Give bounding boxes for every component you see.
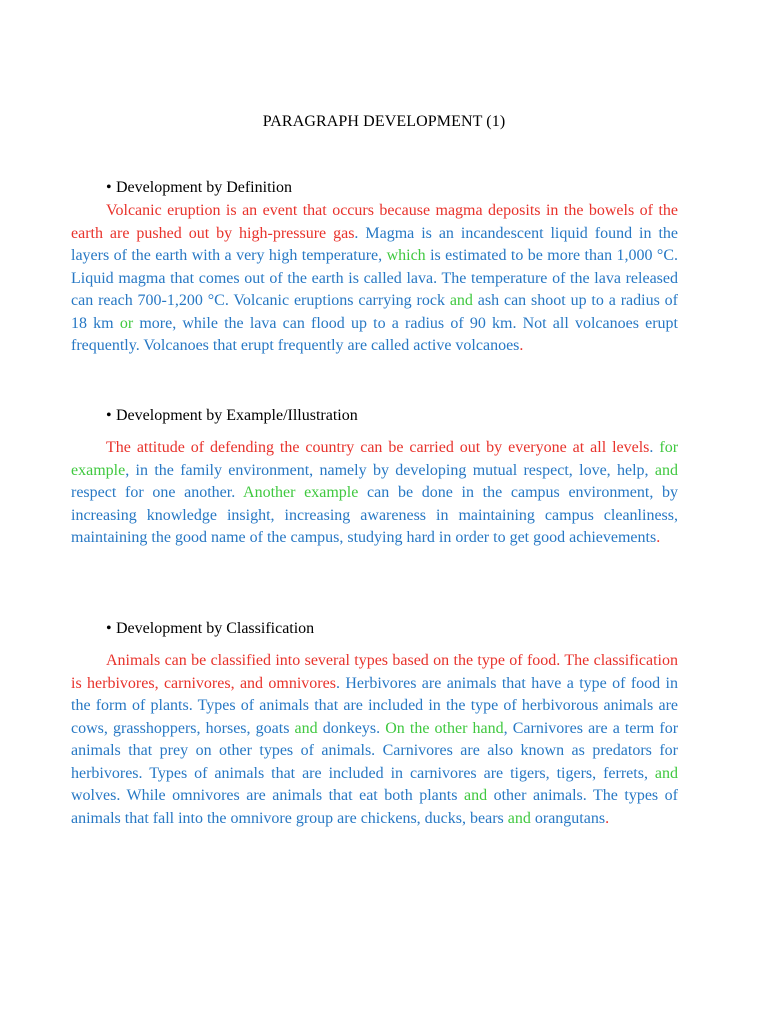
text-segment-green: and [449, 292, 473, 309]
text-segment-green: and [654, 461, 678, 479]
paragraph-classification [71, 650, 678, 830]
text-segment-green: and [654, 764, 678, 782]
text-segment-blue: , in the family environment, namely by developing mutual respect, love, help, [125, 461, 655, 479]
text-segment-green: and [507, 809, 531, 827]
text-segment-blue: ash can shoot up to a radius of 18 km [71, 292, 678, 332]
section-heading-definition [106, 177, 292, 199]
text-segment-blue: wolves. While omnivores are animals that eat both plants [71, 787, 464, 804]
text-segment-red: . [656, 529, 661, 546]
text-segment-blue: more, while the lava can flood up to a radius of 90 km. Not all volcanoes erupt frequently. Volcanoes that erupt frequently are called active volcanoes [71, 314, 679, 354]
section-heading-text: Development by Definition [116, 179, 292, 196]
text-segment-red: Animals can be classified into several types based on the type of food. The classification is herbivores, carnivores, and omnivores [71, 652, 678, 692]
text-segment-green: and [294, 719, 318, 737]
section-heading-text: Development by Example/Illustration [116, 407, 358, 424]
text-segment-red: . [519, 337, 524, 354]
bullet-icon: • [106, 179, 112, 196]
bullet-icon: • [106, 407, 112, 424]
text-segment-green: On the other hand [385, 719, 504, 737]
text-segment-green: which [386, 247, 426, 264]
text-segment-blue: can be done in the campus environment, by increasing knowledge insight, increasing awareness in maintaining campus cleanliness, maintaining the good name of the campus, studying hard in order to get good achievements [71, 484, 679, 546]
text-segment-green: for example [71, 439, 679, 479]
section-heading-classification [106, 618, 314, 640]
paragraph-definition [71, 200, 678, 358]
text-segment-blue: . Herbivores are animals that have a type of food in the form of plants. Types of animals that are included in the type of herbivorous animals are cows, grasshoppers, horses, goats [71, 674, 679, 737]
text-segment-red: The attitude of defending the country can be carried out by everyone at all levels [106, 439, 650, 456]
section-heading-text: Development by Classification [116, 620, 315, 637]
text-segment-green: and [463, 787, 488, 804]
text-segment-blue: donkeys. [317, 719, 386, 737]
text-segment-blue: orangutans [530, 809, 606, 827]
text-segment-blue: is estimated to be more than 1,000 °C. Liquid magma that comes out of the earth is called lava. The temperature of the lava released can reach 700-1,200 °C. Volcanic eruptions carrying rock [71, 247, 678, 309]
section-heading-example [106, 405, 358, 427]
text-segment-blue: . [649, 439, 660, 456]
text-segment-red: Volcanic eruption is an event that occurs because magma deposits in the bowels of the earth are pushed out by high-pressure gas [71, 202, 678, 242]
page-title: PARAGRAPH DEVELOPMENT (1) [262, 113, 506, 130]
bullet-icon: • [106, 620, 112, 637]
text-segment-green: Another example [243, 484, 359, 501]
text-segment-blue: , Carnivores are a term for animals that prey on other types of animals. Carnivores are also known as predators for herbivores. Types of animals that are included in carnivores are tigers, tigers, ferrets, [71, 719, 679, 782]
text-segment-blue: other animals. The types of animals that fall into the omnivore group are chickens, ducks, bears [71, 787, 679, 827]
text-segment-red: . [605, 809, 610, 827]
text-segment-green: or [119, 314, 134, 332]
text-segment-blue: . Magma is an incandescent liquid found in the layers of the earth with a very high temperature, [71, 224, 678, 264]
text-segment-blue: respect for one another. [71, 484, 244, 501]
paragraph-example [71, 437, 678, 550]
